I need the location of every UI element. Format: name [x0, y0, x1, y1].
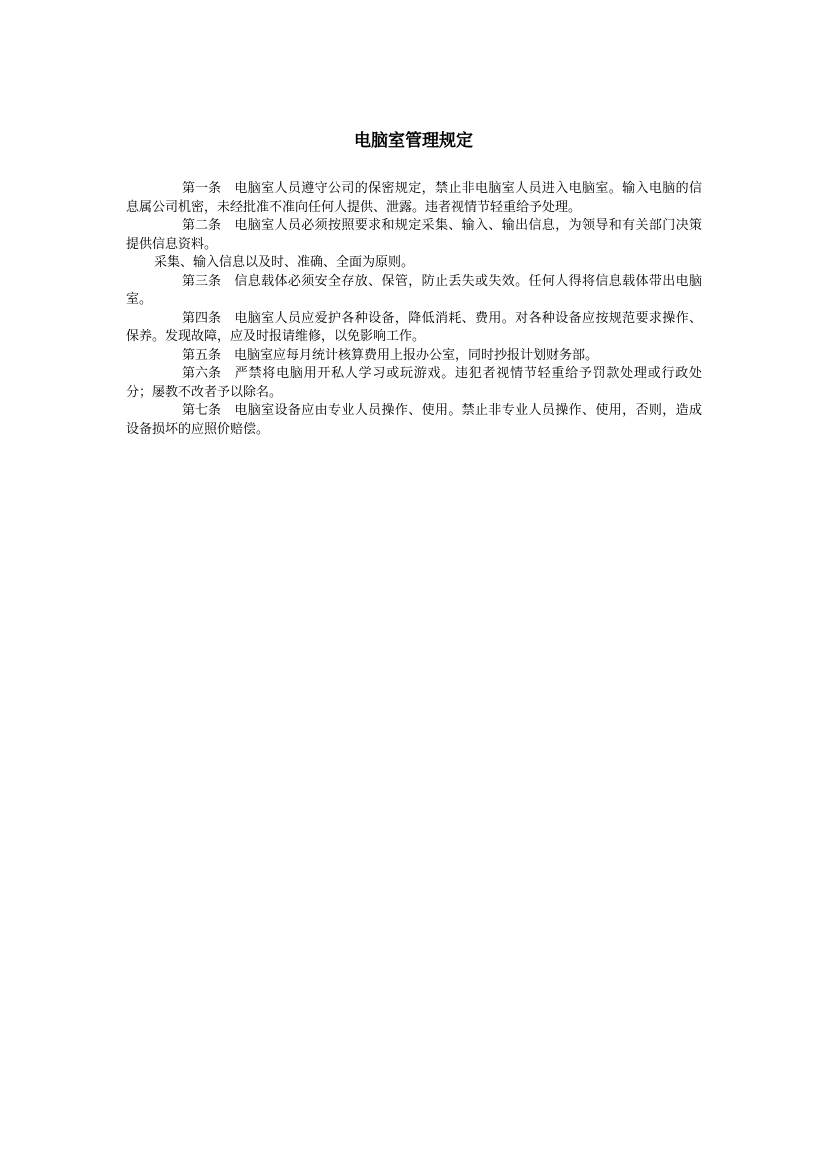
article-text: 电脑室应每月统计核算费用上报办公室，同时抄报计划财务部。: [234, 347, 599, 363]
article-number: 第五条: [182, 347, 222, 363]
article-3-paragraph: [126, 273, 702, 310]
article-number: 第三条: [182, 273, 222, 289]
article-text: 信息载体必须安全存放、保管，防止丢失或失效。任何人得将信息载体带出电脑室。: [126, 273, 702, 307]
article-text: 电脑室设备应由专业人员操作、使用。禁止非专业人员操作、使用，否则，造成设备损坏的应照价赔偿。: [126, 403, 702, 437]
article-text: 电脑室人员应爱护各种设备，降低消耗、费用。对各种设备应按规范要求操作、保养。发现故障，应及时报请维修，以免影响工作。: [126, 310, 702, 344]
article-5-paragraph: [126, 347, 702, 366]
article-2-paragraph: [126, 217, 702, 254]
article-1-paragraph: [126, 180, 702, 217]
article-number: 第四条: [182, 310, 222, 326]
article-number: 第七条: [182, 403, 222, 418]
article-4-paragraph: [126, 310, 702, 347]
article-number: 第六条: [182, 366, 222, 381]
article-text: 电脑室人员遵守公司的保密规定，禁止非电脑室人员进入电脑室。输入电脑的信息属公司机密，未经批准不准向任何人提供、泄露。违者视情节轻重给予处理。: [126, 181, 702, 215]
article-text: 采集、输入信息以及时、准确、全面为原则。: [154, 255, 415, 270]
article-text: 严禁将电脑用开私人学习或玩游戏。违犯者视情节轻重给予罚款处理或行政处分；屡教不改者予以除名。: [126, 366, 702, 400]
document-body: [126, 180, 702, 439]
document-title: 电脑室管理规定: [354, 131, 473, 151]
article-2-continuation-paragraph: [126, 254, 702, 273]
article-7-paragraph: [126, 402, 702, 439]
article-number: 第一条: [182, 181, 222, 196]
article-6-paragraph: [126, 365, 702, 402]
article-text: 电脑室人员必须按照要求和规定采集、输入、输出信息，为领导和有关部门决策提供信息资料。: [126, 218, 702, 252]
article-number: 第二条: [182, 218, 222, 233]
